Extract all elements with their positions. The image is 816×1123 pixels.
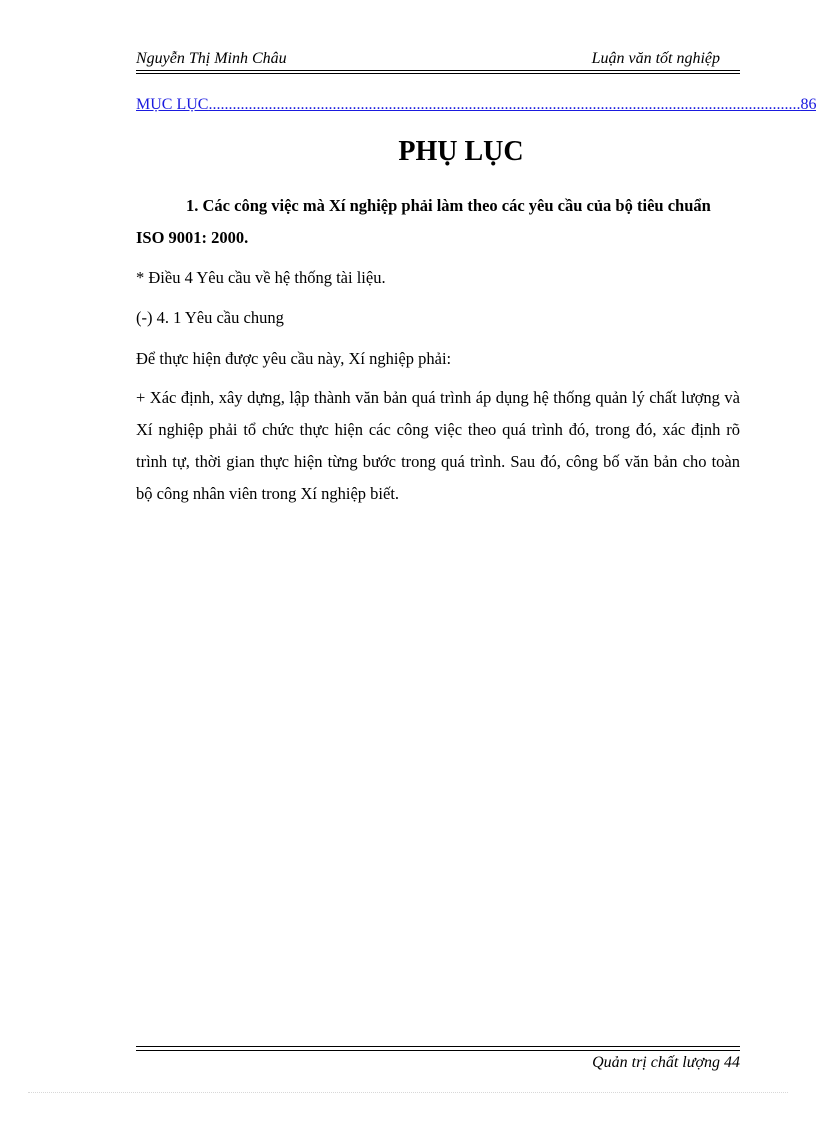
toc-link[interactable] (136, 96, 816, 118)
toc-leader-dots: .................................................................................................................................................... (208, 96, 801, 113)
header-rule (136, 70, 740, 71)
section-heading: 1. Các công việc mà Xí nghiệp phải làm theo các yêu cầu của bộ tiêu chuẩn ISO 9001: 2000. (136, 196, 711, 247)
subclause-line: (-) 4. 1 Yêu cầu chung (136, 308, 284, 327)
clause-line: * Điều 4 Yêu cầu về hệ thống tài liệu. (136, 268, 386, 287)
header-author: Nguyễn Thị Minh Châu (136, 50, 287, 67)
footer-rule (136, 1046, 740, 1047)
page-footer: Quản trị chất lượng 44 (592, 1054, 740, 1071)
toc-label[interactable]: MỤC LỤC (136, 96, 209, 113)
header-doc-type: Luận văn tốt nghiệp (591, 50, 720, 67)
body-paragraph: + Xác định, xây dựng, lập thành văn bản quá trình áp dụng hệ thống quản lý chất lượng và Xí nghiệp phải tổ chức thực hiện các công việc theo quá trình đó, trong đó, xác định rõ trình tự, thời gian thực hiện từng bước trong quá trình. Sau đó, công bố văn bản cho toàn bộ công nhân viên trong Xí nghiệp biết. (136, 388, 740, 503)
page-header (136, 50, 740, 70)
intro-line: Để thực hiện được yêu cầu này, Xí nghiệp phải: (136, 349, 452, 368)
page-bottom-divider (28, 1092, 788, 1093)
toc-page-number[interactable]: 86 (800, 96, 816, 113)
page-title: PHỤ LỤC (398, 136, 524, 167)
header-rule-double (136, 73, 740, 74)
footer-rule-double (136, 1050, 740, 1051)
